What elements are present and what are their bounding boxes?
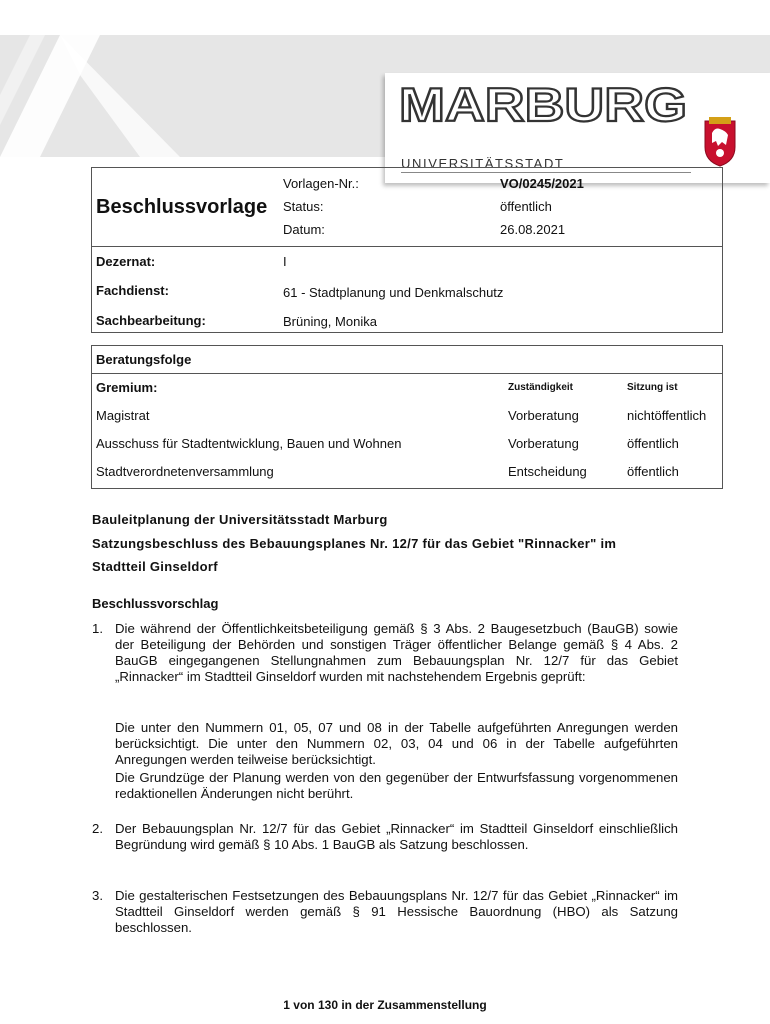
proposal-heading: Beschlussvorschlag bbox=[92, 596, 219, 611]
table-cell-sitzung: nichtöffentlich bbox=[627, 408, 707, 423]
list-number: 2. bbox=[92, 821, 103, 836]
table-header-gremium: Gremium: bbox=[96, 380, 158, 395]
dezernat-value: I bbox=[283, 254, 287, 269]
proposal-paragraph: Die Grundzüge der Planung werden von den gegenüber der Entwurfsfassung vorgenommenen redaktionellen Änderungen nicht berührt. bbox=[115, 770, 678, 801]
table-cell-gremium: Ausschuss für Stadtentwicklung, Bauen und Wohnen bbox=[96, 436, 402, 451]
vorlagen-value: VO/0245/2021 bbox=[500, 176, 584, 191]
page-header bbox=[0, 35, 770, 171]
subject-line-1: Bauleitplanung der Universitätsstadt Marburg bbox=[92, 512, 388, 527]
table-cell-zustaendigkeit: Entscheidung bbox=[508, 464, 587, 479]
proposal-paragraph: Die unter den Nummern 01, 05, 07 und 08 in der Tabelle aufgeführten Anregungen werden berücksichtigt. Die unter den Nummern 02, 03, 04 und 06 in der Tabelle aufgeführten Anregungen werden teilweise berücksichtigt. bbox=[115, 720, 678, 767]
datum-label: Datum: bbox=[283, 222, 325, 237]
table-cell-sitzung: öffentlich bbox=[627, 464, 679, 479]
subject-line-3: Stadtteil Ginseldorf bbox=[92, 559, 218, 574]
fachdienst-value: 61 - Stadtplanung und Denkmalschutz bbox=[283, 285, 504, 300]
coat-of-arms-icon bbox=[703, 117, 737, 167]
vorlagen-label: Vorlagen-Nr.: bbox=[283, 176, 359, 191]
list-number: 1. bbox=[92, 621, 103, 636]
sachbearbeitung-label: Sachbearbeitung: bbox=[96, 313, 206, 328]
table-cell-gremium: Stadtverordnetenversammlung bbox=[96, 464, 274, 479]
logo-subtitle: UNIVERSITÄTSSTADT bbox=[401, 156, 565, 171]
table-cell-zustaendigkeit: Vorberatung bbox=[508, 408, 579, 423]
doc-type-title: Beschlussvorlage bbox=[96, 196, 268, 218]
table-divider bbox=[91, 373, 723, 374]
page-footer: 1 von 130 in der Zusammenstellung bbox=[283, 998, 487, 1012]
status-label: Status: bbox=[283, 199, 324, 214]
table-cell-zustaendigkeit: Vorberatung bbox=[508, 436, 579, 451]
logo-text: MARBURG bbox=[399, 78, 687, 131]
table-cell-gremium: Magistrat bbox=[96, 408, 150, 423]
proposal-paragraph: Der Bebauungsplan Nr. 12/7 für das Gebiet „Rinnacker“ im Stadtteil Ginseldorf einschließlich Begründung wird gemäß § 10 Abs. 1 BauGB als Satzung beschlossen. bbox=[115, 821, 678, 852]
subject-line-2: Satzungsbeschluss des Bebauungsplanes Nr. 12/7 für das Gebiet "Rinnacker" im bbox=[92, 536, 617, 551]
status-value: öffentlich bbox=[500, 199, 552, 214]
logo-wordmark bbox=[399, 77, 689, 129]
proposal-paragraph: Die während der Öffentlichkeitsbeteiligung gemäß § 3 Abs. 2 Baugesetzbuch (BauGB) sowie der Beteiligung der Behörden und sonstigen Träger öffentlicher Belange gemäß § 4 Abs. 2 BauGB eingegangenen Stellungnahmen zum Bebauungsplan Nr. 12/7 für das Gebiet „Rinnacker“ im Stadtteil Ginseldorf wurden mit nachstehendem Ergebnis geprüft: bbox=[115, 621, 678, 684]
table-header-sitzung: Sitzung ist bbox=[627, 382, 678, 393]
list-number: 3. bbox=[92, 888, 103, 903]
table-header-zustaendigkeit: Zuständigkeit bbox=[508, 382, 574, 393]
proposal-paragraph: Die gestalterischen Festsetzungen des Bebauungsplans Nr. 12/7 für das Gebiet „Rinnacker“ im Stadtteil Ginseldorf werden gemäß § 91 Hessische Bauordnung (HBO) als Satzung beschlossen. bbox=[115, 888, 678, 935]
beratungsfolge-title: Beratungsfolge bbox=[96, 352, 192, 367]
dezernat-label: Dezernat: bbox=[96, 254, 156, 269]
decorative-triangles bbox=[0, 35, 385, 157]
datum-value: 26.08.2021 bbox=[500, 222, 566, 237]
fachdienst-label: Fachdienst: bbox=[96, 283, 169, 298]
table-cell-sitzung: öffentlich bbox=[627, 436, 679, 451]
sachbearbeitung-value: Brüning, Monika bbox=[283, 314, 377, 329]
